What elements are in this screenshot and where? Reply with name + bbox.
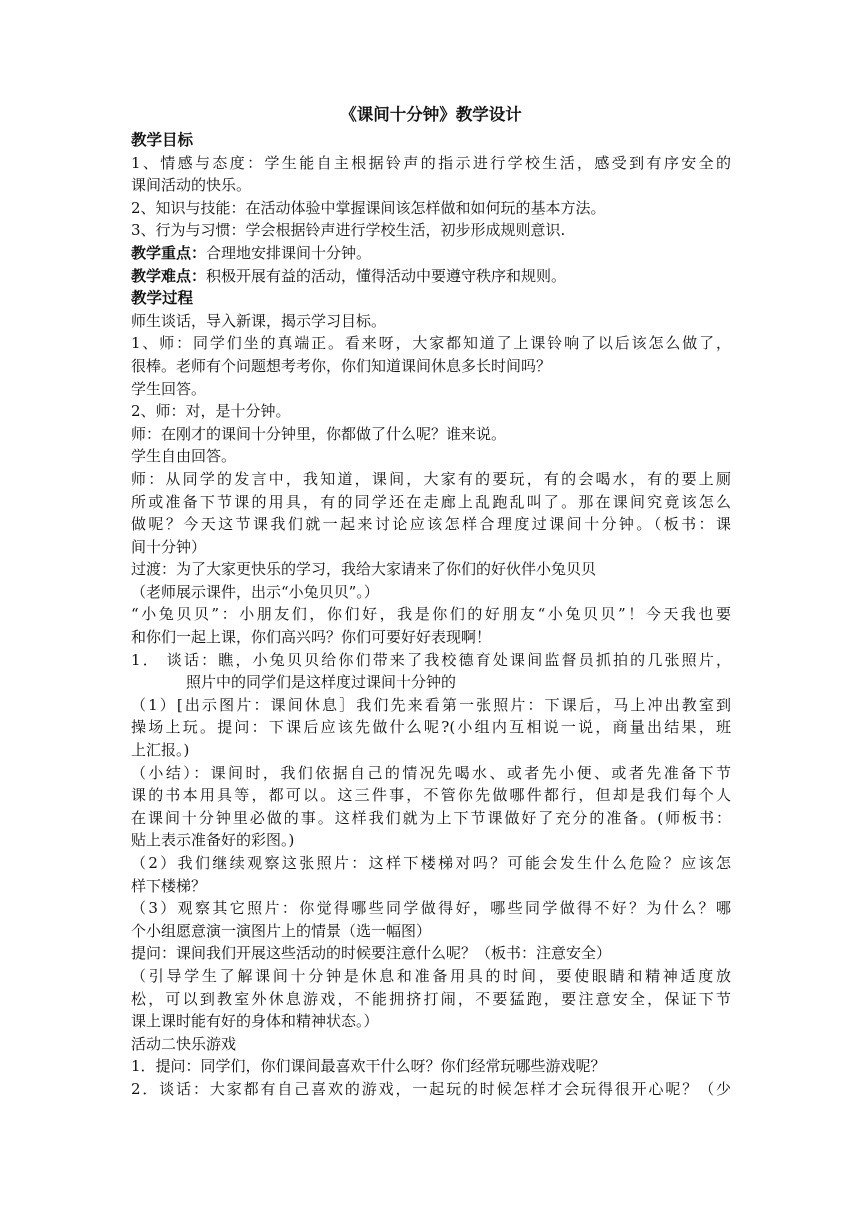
key-point-label: 教学重点：: [131, 243, 207, 262]
process-line: 师：从同学的发言中，我知道，课间，大家有的要玩，有的会喝水，有的要上厕: [131, 469, 731, 488]
key-point-text: 合理地安排课间十分钟。: [206, 243, 372, 262]
process-line: 所或准备下节课的用具，有的同学还在走廊上乱跑乱叫了。那在课间究竟该怎么: [131, 492, 731, 511]
process-line: 操场上玩。提问：下课后应该先做什么呢?(小组内互相说一说，商量出结果，班: [131, 718, 731, 737]
process-line: 1、师：同学们坐的真端正。看来呀，大家都知道了上课铃响了以后该怎么做了，: [131, 334, 731, 353]
process-line: 2、师：对，是十分钟。: [131, 402, 291, 421]
section-heading-process: 教学过程: [131, 288, 194, 308]
process-line: 个小组愿意演一演图片上的情景（选一幅图）: [131, 921, 432, 940]
difficulty-text: 积极开展有益的活动，懂得活动中要遵守秩序和规则。: [206, 266, 567, 285]
process-line: 师生谈话，导入新课，揭示学习目标。: [131, 311, 387, 330]
process-line: （2）我们继续观察这张照片：这样下楼梯对吗？可能会发生什么危险？应该怎: [131, 854, 731, 872]
process-line: 1．提问：同学们，你们课间最喜欢干什么呀？你们经常玩哪些游戏呢？: [131, 1057, 606, 1076]
process-line: 学生自由回答。: [131, 447, 237, 466]
process-line: 松，可以到教室外休息游戏，不能拥挤打闹，不要猛跑，要注意安全，保证下节: [131, 989, 731, 1008]
process-line: 提问：课间我们开展这些活动的时候要注意什么呢？（板书：注意安全）: [131, 944, 612, 963]
process-line: （引导学生了解课间十分钟是休息和准备用具的时间，要使眼睛和精神适度放: [131, 966, 731, 985]
process-line: 1． 谈话：瞧，小兔贝贝给你们带来了我校德育处课间监督员抓拍的几张照片，: [131, 650, 731, 669]
key-point: [131, 242, 731, 265]
goal-3: 3、行为与习惯：学会根据铃声进行学校生活，初步形成规则意识.: [131, 221, 566, 240]
goal-2: 2、知识与技能：在活动体验中掌握课间该怎样做和如何玩的基本方法。: [131, 198, 606, 217]
process-line: （1）[出示图片：课间休息］我们先来看第一张照片：下课后，马上冲出教室到: [131, 695, 731, 714]
process-line: 过渡：为了大家更快乐的学习，我给大家请来了你们的好伙伴小兔贝贝: [131, 560, 597, 579]
process-line: 师：在刚才的课间十分钟里，你都做了什么呢？谁来说。: [131, 424, 507, 443]
process-line: 活动二快乐游戏: [131, 1034, 237, 1053]
difficulty-label: 教学难点：: [131, 266, 207, 285]
process-line: 贴上表示准备好的彩图。): [131, 831, 295, 850]
goal-1-line-2: 课间活动的快乐。: [131, 176, 252, 195]
process-line: 照片中的同学们是这样度过课间十分钟的: [186, 673, 457, 692]
process-line: 做呢？今天这节课我们就一起来讨论应该怎样合理度过课间十分钟。（板书：课: [131, 515, 731, 534]
process-line: 和你们一起上课，你们高兴吗？你们可要好好表现啊！: [131, 628, 492, 647]
process-line: （小结）：课间时，我们依据自己的情况先喝水、或者先小便、或者先准备下节: [131, 763, 731, 782]
process-line: 课的书本用具等，都可以。这三件事，不管你先做哪件都行，但却是我们每个人: [131, 786, 731, 805]
process-line: 在课间十分钟里必做的事。这样我们就为上下节课做好了充分的准备。(师板书：: [131, 808, 731, 827]
process-line: 样下楼梯？: [131, 876, 207, 895]
goal-1-line-1: 1、情感与态度：学生能自主根据铃声的指示进行学校生活，感受到有序安全的: [131, 153, 731, 172]
process-line: 学生回答。: [131, 379, 207, 398]
process-line: （3）观察其它照片：你觉得哪些同学做得好，哪些同学做得不好？为什么？哪: [131, 899, 731, 918]
process-line: 2．谈话：大家都有自己喜欢的游戏，一起玩的时候怎样才会玩得很开心呢？（少: [131, 1079, 731, 1098]
process-line: “小兔贝贝”：小朋友们，你们好，我是你们的好朋友“小兔贝贝”！今天我也要: [131, 605, 731, 624]
process-line: （老师展示课件，出示“小兔贝贝”。）: [131, 582, 379, 601]
process-line: 很棒。老师有个问题想考考你，你们知道课间休息多长时间吗？: [131, 356, 552, 375]
document-title: 《课间十分钟》教学设计: [340, 105, 522, 124]
difficulty: [131, 265, 731, 288]
document-body: [131, 103, 731, 1101]
process-line: 间十分钟）: [131, 537, 207, 556]
process-line: 上汇报。): [131, 741, 190, 760]
section-heading-goals: 教学目标: [131, 130, 194, 149]
process-line: 课上课时能有好的身体和精神状态。）: [131, 1012, 379, 1031]
